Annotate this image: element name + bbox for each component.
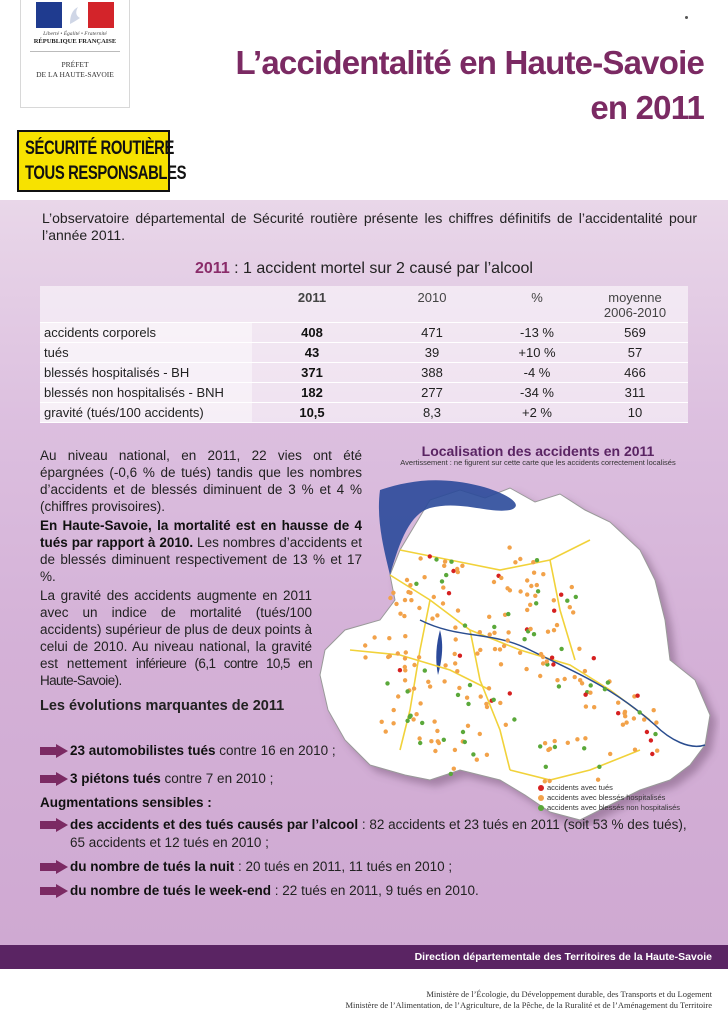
accident-marker — [557, 684, 561, 688]
accident-marker — [456, 608, 460, 612]
accident-marker — [435, 613, 439, 617]
accident-marker — [525, 608, 529, 612]
accident-marker — [457, 686, 461, 690]
item-text: : 22 tués en 2011, 9 tués en 2010. — [271, 883, 479, 898]
accident-marker — [632, 716, 636, 720]
accident-marker — [518, 651, 522, 655]
cell-2010: 39 — [372, 342, 492, 362]
footer-direction: Direction départementale des Territoires de la Haute-Savoie — [0, 945, 728, 969]
accident-marker — [528, 603, 532, 607]
accident-marker — [505, 586, 509, 590]
list-item — [40, 858, 700, 876]
republique-francaise-block — [20, 0, 130, 108]
footer-ministries — [0, 969, 728, 1024]
accident-marker — [417, 606, 421, 610]
accident-marker — [499, 662, 503, 666]
accident-marker — [443, 663, 447, 667]
statistics-table — [40, 286, 688, 423]
republic-motto: Liberté • Égalité • Fraternité — [43, 31, 107, 37]
accident-marker — [391, 721, 395, 725]
cell-2011: 10,5 — [252, 402, 372, 422]
accident-marker — [414, 582, 418, 586]
item-highlight: 3 piétons tués — [70, 771, 161, 786]
accident-marker — [388, 596, 392, 600]
accident-marker — [488, 632, 492, 636]
table-title-text: : 1 accident mortel sur 2 causé par l’alcool — [229, 260, 533, 277]
table-row — [40, 362, 688, 382]
accident-marker — [541, 572, 545, 576]
accident-marker — [411, 717, 415, 721]
legend-label-hospital: accidents avec blessés hospitalisés — [547, 793, 666, 802]
accident-marker — [408, 714, 412, 718]
increases-heading: Augmentations sensibles : — [40, 795, 212, 810]
accident-marker — [398, 668, 402, 672]
accident-marker — [552, 598, 556, 602]
accident-marker — [546, 630, 550, 634]
arrow-icon — [40, 860, 68, 874]
accident-marker — [522, 637, 526, 641]
accident-marker — [577, 647, 581, 651]
cell-average: 10 — [582, 402, 688, 422]
accident-marker — [512, 717, 516, 721]
prefet-line-1: PRÉFET — [61, 60, 89, 69]
haute-savoie-highlight: En Haute-Savoie, la mortalité est en hausse de 4 tués par rapport à 2010. — [40, 518, 362, 550]
accident-marker — [484, 702, 488, 706]
map-warning: Avertissement : ne figurent sur cette carte que les accidents correctement localisés — [400, 458, 676, 467]
arrow-icon — [40, 884, 68, 898]
accident-marker — [441, 601, 445, 605]
row-label: tués — [40, 342, 252, 362]
ministry-line-1: Ministère de l’Écologie, du Développement durable, des Transports et du Logement — [426, 989, 712, 999]
accident-marker — [603, 687, 607, 691]
cell-average: 57 — [582, 342, 688, 362]
accident-marker — [418, 701, 422, 705]
accident-marker — [583, 693, 587, 697]
cell-pct: +2 % — [492, 402, 582, 422]
cell-2011: 43 — [252, 342, 372, 362]
accident-marker — [571, 610, 575, 614]
dot-mark — [685, 16, 688, 19]
accident-marker — [606, 680, 610, 684]
accident-marker — [451, 569, 455, 573]
accident-marker — [463, 623, 467, 627]
accident-marker — [616, 711, 620, 715]
accident-marker — [507, 545, 511, 549]
accident-marker — [380, 720, 384, 724]
accident-marker — [487, 686, 491, 690]
list-item — [40, 882, 700, 900]
accident-marker — [403, 634, 407, 638]
accident-marker — [426, 680, 430, 684]
ministry-line-2: Ministère de l’Alimentation, de l’Agriculture, de la Pêche, de la Ruralité et de l’Aménagement du Territoire — [345, 1000, 712, 1010]
accident-marker — [518, 557, 522, 561]
accident-marker — [592, 705, 596, 709]
list-item — [40, 816, 700, 852]
accident-marker — [552, 609, 556, 613]
accident-marker — [533, 594, 537, 598]
accident-marker — [573, 675, 577, 679]
list-item — [40, 742, 700, 760]
accident-marker — [532, 571, 536, 575]
map-title: Localisation des accidents en 2011 — [421, 443, 655, 459]
page-title — [235, 40, 704, 130]
accident-marker — [405, 578, 409, 582]
accident-marker — [538, 674, 542, 678]
accident-marker — [583, 669, 587, 673]
accident-marker — [513, 560, 517, 564]
accident-marker — [447, 591, 451, 595]
accident-marker — [535, 558, 539, 562]
accident-marker — [555, 678, 559, 682]
accident-marker — [492, 631, 496, 635]
accident-marker — [461, 730, 465, 734]
table-row — [40, 342, 688, 362]
divider — [30, 51, 120, 52]
accident-marker — [440, 579, 444, 583]
cell-average: 569 — [582, 322, 688, 342]
accident-marker — [487, 615, 491, 619]
item-highlight: des accidents et des tués causés par l’alcool — [70, 817, 359, 832]
accident-marker — [396, 651, 400, 655]
accident-marker — [524, 667, 528, 671]
accident-marker — [502, 644, 506, 648]
item-text: contre 7 en 2010 ; — [160, 771, 274, 786]
accident-marker — [642, 717, 646, 721]
accident-marker — [443, 559, 447, 563]
accident-marker — [506, 612, 510, 616]
accident-marker — [525, 592, 529, 596]
title-line-1: L’accidentalité en Haute-Savoie — [235, 44, 704, 81]
securite-routiere-logo — [17, 130, 187, 192]
accident-marker — [441, 585, 445, 589]
accident-marker — [504, 723, 508, 727]
accident-marker — [412, 686, 416, 690]
accident-marker — [518, 589, 522, 593]
cell-2010: 277 — [372, 382, 492, 402]
cell-pct: +10 % — [492, 342, 582, 362]
legend-label-nonhospital: accidents avec blessés non hospitalisés — [547, 803, 680, 812]
accident-marker — [492, 625, 496, 629]
cell-2010: 471 — [372, 322, 492, 342]
highlights-list — [40, 742, 700, 900]
accident-marker — [384, 729, 388, 733]
accident-marker — [568, 605, 572, 609]
logo-line-2: TOUS RESPONSABLES — [25, 163, 187, 184]
accident-marker — [468, 683, 472, 687]
cell-2010: 8,3 — [372, 402, 492, 422]
accident-marker — [555, 623, 559, 627]
accident-marker — [428, 684, 432, 688]
accident-marker — [423, 668, 427, 672]
prefet-line-2: DE LA HAUTE-SAVOIE — [36, 70, 114, 79]
accident-marker — [402, 614, 406, 618]
accident-marker — [430, 616, 434, 620]
accident-marker — [405, 689, 409, 693]
item-text: contre 16 en 2010 ; — [215, 743, 336, 758]
accident-marker — [455, 669, 459, 673]
accident-marker — [574, 595, 578, 599]
accident-marker — [528, 627, 532, 631]
accident-marker — [432, 595, 436, 599]
accident-marker — [493, 647, 497, 651]
accident-marker — [363, 655, 367, 659]
cell-2011: 371 — [252, 362, 372, 382]
accident-marker — [508, 691, 512, 695]
accident-marker — [403, 678, 407, 682]
accident-marker — [458, 654, 462, 658]
accident-marker — [536, 589, 540, 593]
accident-marker — [498, 647, 502, 651]
accident-marker — [498, 701, 502, 705]
accident-marker — [506, 638, 510, 642]
arrow-icon — [40, 744, 68, 758]
cell-average: 311 — [582, 382, 688, 402]
accident-marker — [385, 681, 389, 685]
accident-marker — [535, 583, 539, 587]
accident-marker — [387, 636, 391, 640]
header-average-line-2: 2006-2010 — [603, 305, 667, 320]
accident-marker — [403, 598, 407, 602]
accident-marker — [435, 729, 439, 733]
table-title-year: 2011 — [195, 260, 230, 277]
cell-pct: -34 % — [492, 382, 582, 402]
accident-marker — [403, 668, 407, 672]
item-highlight: 23 automobilistes tués — [70, 743, 216, 758]
accident-marker — [396, 694, 400, 698]
table-row — [40, 402, 688, 422]
arrow-icon — [40, 772, 68, 786]
cell-average: 466 — [582, 362, 688, 382]
accident-marker — [466, 702, 470, 706]
header-average-line-1: moyenne — [608, 290, 662, 305]
arrow-icon — [40, 818, 68, 832]
accident-marker — [635, 694, 639, 698]
accident-marker — [570, 585, 574, 589]
cell-2011: 182 — [252, 382, 372, 402]
accident-marker — [559, 593, 563, 597]
accident-marker — [432, 719, 436, 723]
accident-marker — [453, 652, 457, 656]
accident-marker — [404, 650, 408, 654]
table-header-row — [40, 286, 688, 322]
accident-marker — [414, 712, 418, 716]
accident-marker — [541, 661, 545, 665]
accident-marker — [589, 683, 593, 687]
accident-marker — [455, 567, 459, 571]
gravity-comparison: inférieure (6,1 contre 10,5 en Haute-Savoie). — [40, 656, 312, 688]
accident-marker — [552, 628, 556, 632]
header-cell-2010: 2010 — [372, 286, 492, 322]
intro-text: L’observatoire départemental de Sécurité routière présente les chiffres définitifs de l’accidentalité pour l’année 2011. — [42, 210, 697, 243]
accident-marker — [563, 677, 567, 681]
row-label: blessés non hospitalisés - BNH — [40, 382, 252, 402]
accident-marker — [442, 564, 446, 568]
accident-marker — [499, 576, 503, 580]
accident-marker — [478, 648, 482, 652]
accident-marker — [551, 662, 555, 666]
accident-marker — [492, 580, 496, 584]
accident-marker — [442, 679, 446, 683]
gravity-text: La gravité des accidents augmente en 2011 avec un indice de mortalité (tués/100 accidents) supérieur de plus de deux points à celui de 2010. Au niveau national, la gravité est nettement — [40, 588, 312, 671]
accident-marker — [654, 720, 658, 724]
accident-marker — [622, 711, 626, 715]
accident-marker — [417, 655, 421, 659]
accident-marker — [506, 630, 510, 634]
accident-marker — [363, 643, 367, 647]
gravity-paragraph — [40, 587, 312, 689]
cell-pct: -13 % — [492, 322, 582, 342]
accident-marker — [394, 602, 398, 606]
header-cell-label — [40, 286, 252, 322]
evolutions-heading: Les évolutions marquantes de 2011 — [40, 698, 285, 714]
accident-marker — [372, 635, 376, 639]
accident-marker — [444, 573, 448, 577]
marianne-logo — [36, 2, 114, 28]
table-row — [40, 382, 688, 402]
header-cell-2011: 2011 — [252, 286, 372, 322]
main-content — [0, 200, 728, 945]
accident-marker — [479, 694, 483, 698]
accident-marker — [398, 612, 402, 616]
accident-marker — [460, 564, 464, 568]
accident-marker — [412, 663, 416, 667]
accident-marker — [653, 732, 657, 736]
haute-savoie-rest: Les nombres d’accidents et de blessés diminuent respectivement de 13 % et 17 %. — [40, 535, 362, 584]
accident-marker — [478, 732, 482, 736]
page-header — [0, 0, 728, 200]
accident-marker — [453, 625, 457, 629]
item-text: : 20 tués en 2011, 11 tués en 2010 ; — [234, 859, 453, 874]
accident-marker — [652, 708, 656, 712]
accident-marker — [465, 696, 469, 700]
accident-marker — [559, 647, 563, 651]
table-title — [0, 260, 728, 278]
accident-marker — [418, 556, 422, 560]
accident-marker — [409, 598, 413, 602]
accident-marker — [584, 704, 588, 708]
accident-marker — [453, 661, 457, 665]
list-item — [40, 770, 700, 788]
accident-marker — [417, 736, 421, 740]
legend-label-killed: accidents avec tués — [547, 783, 613, 792]
accident-marker — [434, 557, 438, 561]
accident-marker — [624, 720, 628, 724]
accident-marker — [534, 601, 538, 605]
republic-name: RÉPUBLIQUE FRANÇAISE — [33, 38, 117, 45]
accident-marker — [638, 710, 642, 714]
accident-marker — [420, 721, 424, 725]
accident-marker — [529, 584, 533, 588]
accident-marker — [616, 701, 620, 705]
accident-marker — [428, 554, 432, 558]
accident-marker — [391, 591, 395, 595]
accident-marker — [575, 737, 579, 741]
header-cell-pct: % — [492, 286, 582, 322]
logo-line-1: SÉCURITÉ ROUTIÈRE — [25, 138, 175, 159]
accident-marker — [492, 698, 496, 702]
accident-marker — [592, 656, 596, 660]
accident-marker — [466, 724, 470, 728]
accident-marker — [545, 659, 549, 663]
accident-marker — [408, 583, 412, 587]
row-label: blessés hospitalisés - BH — [40, 362, 252, 382]
accident-marker — [386, 655, 390, 659]
item-highlight: du nombre de tués le week-end — [70, 883, 272, 898]
accident-marker — [565, 599, 569, 603]
accident-marker — [392, 708, 396, 712]
accident-marker — [403, 656, 407, 660]
accident-marker — [531, 560, 535, 564]
accident-marker — [454, 637, 458, 641]
accident-marker — [475, 651, 479, 655]
accident-marker — [456, 693, 460, 697]
accident-marker — [645, 730, 649, 734]
header-cell-average — [582, 286, 688, 322]
national-paragraph: Au niveau national, en 2011, 22 vies ont été épargnées (-0,6 % de tués) tandis que les nombres d’accidents et de blessés diminuent de 3 % et 4 % (chiffres provisoires). — [40, 448, 362, 514]
accident-marker — [478, 630, 482, 634]
accident-marker — [539, 652, 543, 656]
accident-marker — [525, 578, 529, 582]
cell-2010: 388 — [372, 362, 492, 382]
item-highlight: du nombre de tués la nuit — [70, 859, 235, 874]
accident-marker — [588, 691, 592, 695]
accident-marker — [405, 719, 409, 723]
row-label: accidents corporels — [40, 322, 252, 342]
item-text: : 82 accidents et 23 tués en 2011 (soit 53 % des tués), 65 accidents et 12 tués en 2010 ; — [70, 817, 687, 850]
accident-marker — [583, 736, 587, 740]
cell-2011: 408 — [252, 322, 372, 342]
accident-marker — [621, 723, 625, 727]
cell-pct: -4 % — [492, 362, 582, 382]
table-row — [40, 322, 688, 342]
title-line-2: en 2011 — [590, 89, 704, 126]
accident-marker — [532, 632, 536, 636]
accident-marker — [550, 656, 554, 660]
accident-marker — [406, 590, 410, 594]
row-label: gravité (tués/100 accidents) — [40, 402, 252, 422]
accident-marker — [578, 678, 582, 682]
accident-marker — [449, 560, 453, 564]
accident-marker — [422, 575, 426, 579]
